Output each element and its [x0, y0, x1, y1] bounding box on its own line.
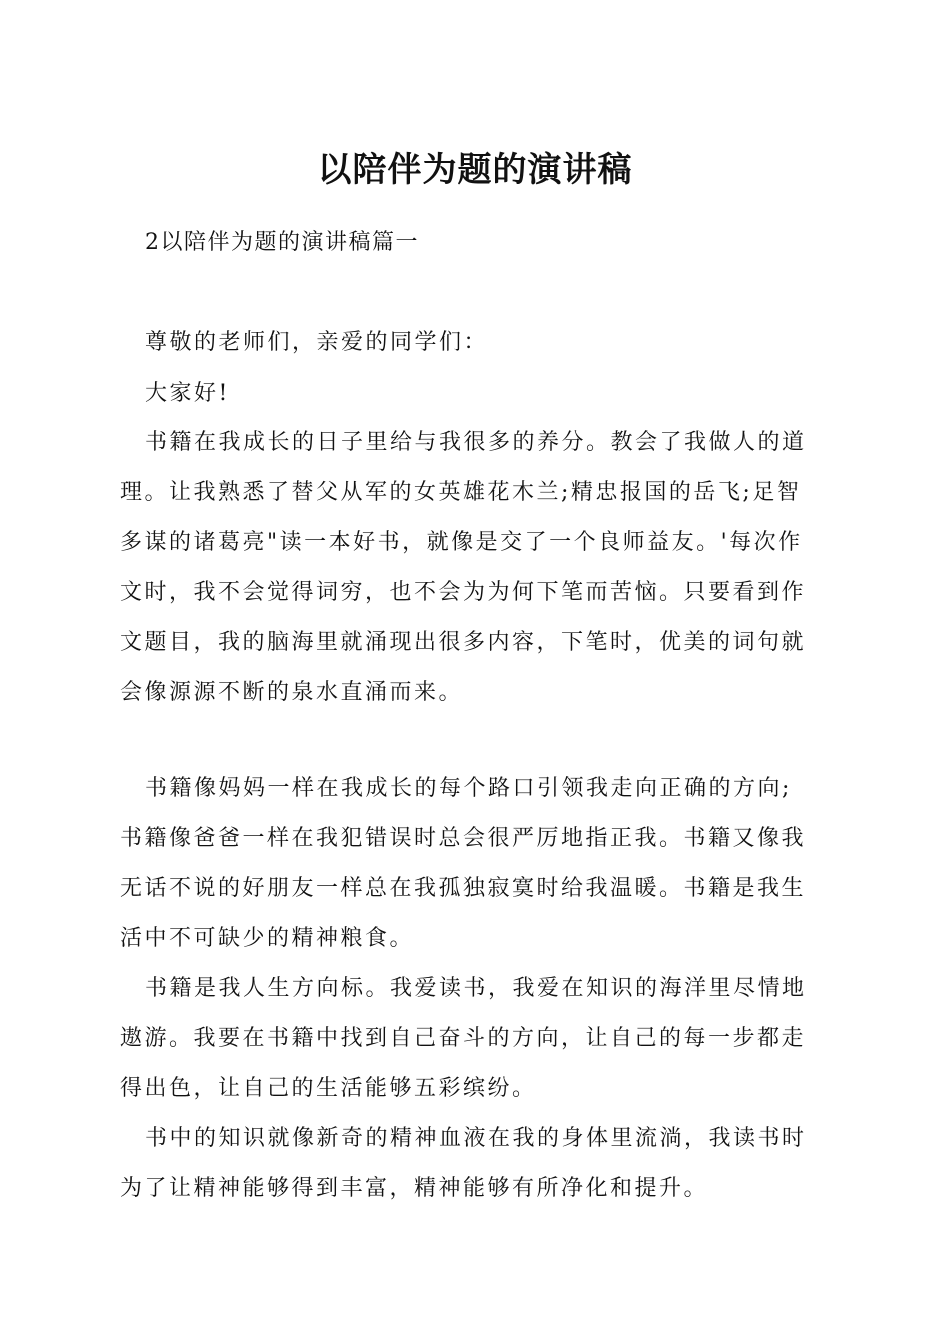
paragraph-line: 书籍在我成长的日子里给与我很多的养分。教会了我做人的道	[145, 430, 807, 455]
paragraph-line: 活中不可缺少的精神粮食。	[120, 926, 415, 951]
paragraph-line: 书籍是我人生方向标。我爱读书，我爱在知识的海洋里尽情地	[145, 976, 807, 1001]
paragraph-line: 书中的知识就像新奇的精神血液在我的身体里流淌，我读书时	[145, 1126, 807, 1151]
document-title: 以陪伴为题的演讲稿	[317, 150, 633, 190]
document-subtitle: 2以陪伴为题的演讲稿篇一	[145, 230, 419, 255]
paragraph-line: 文题目，我的脑海里就涌现出很多内容，下笔时，优美的词句就	[120, 630, 807, 655]
paragraph-line: 理。让我熟悉了替父从军的女英雄花木兰;精忠报国的岳飞;足智	[120, 480, 802, 505]
greeting-line: 尊敬的老师们，亲爱的同学们：	[145, 330, 489, 355]
paragraph-line: 遨游。我要在书籍中找到自己奋斗的方向，让自己的每一步都走	[120, 1026, 807, 1051]
paragraph-line: 为了让精神能够得到丰富，精神能够有所净化和提升。	[120, 1176, 709, 1201]
paragraph-line: 文时，我不会觉得词穷，也不会为为何下笔而苦恼。只要看到作	[120, 580, 807, 605]
paragraph-line: 书籍像爸爸一样在我犯错误时总会很严厉地指正我。书籍又像我	[120, 826, 807, 851]
paragraph-line: 会像源源不断的泉水直涌而来。	[120, 680, 464, 705]
paragraph-line: 书籍像妈妈一样在我成长的每个路口引领我走向正确的方向;	[145, 776, 792, 801]
paragraph-line: 多谋的诸葛亮"读一本好书，就像是交了一个良师益友。'每次作	[120, 530, 803, 555]
hello-line: 大家好!	[145, 381, 230, 406]
paragraph-line: 得出色，让自己的生活能够五彩缤纷。	[120, 1076, 537, 1101]
paragraph-line: 无话不说的好朋友一样总在我孤独寂寞时给我温暖。书籍是我生	[120, 876, 807, 901]
